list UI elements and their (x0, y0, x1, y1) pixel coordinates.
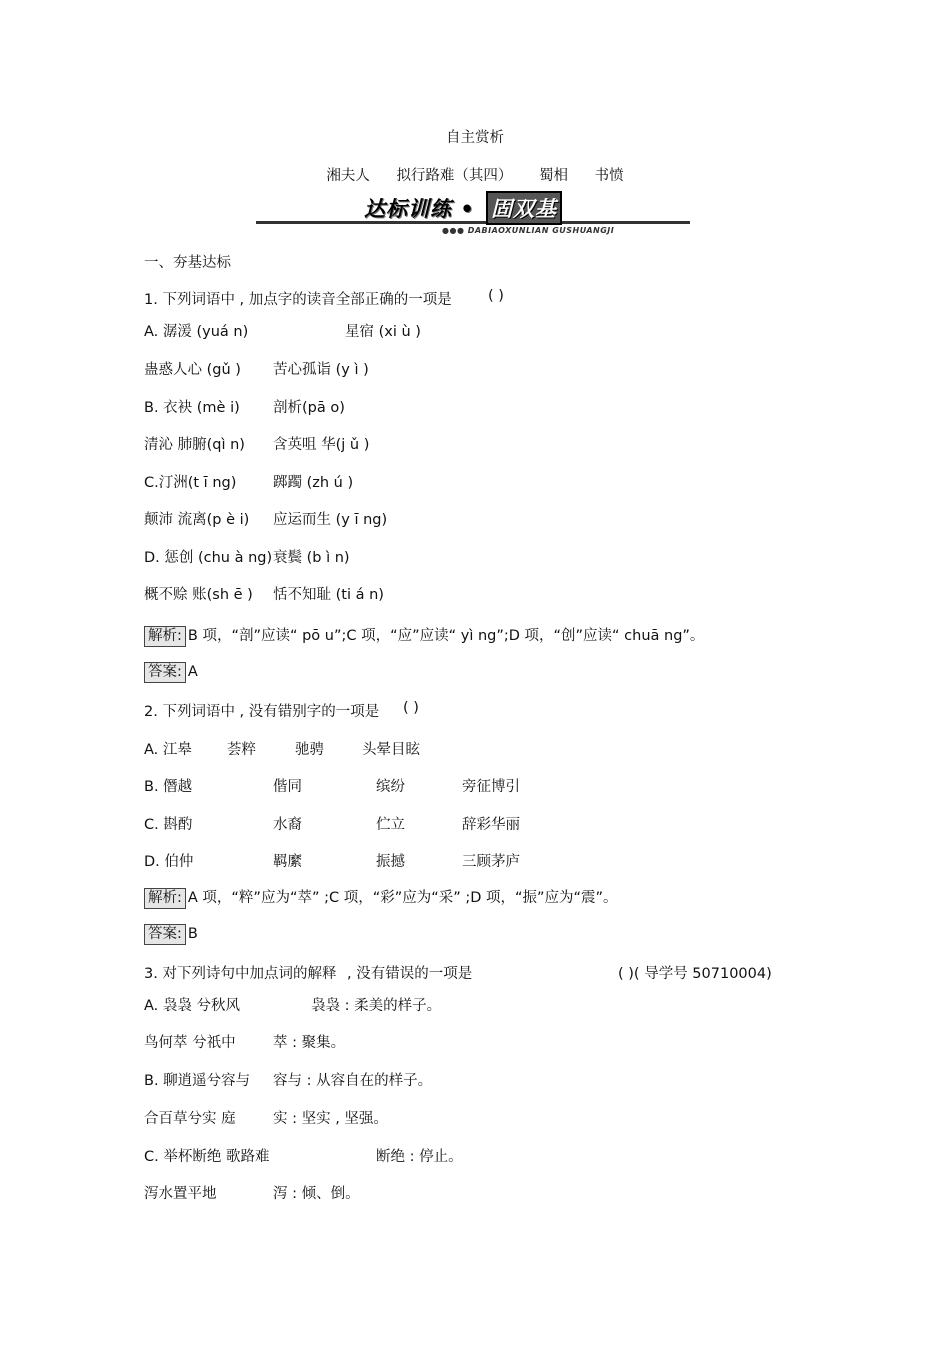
banner-main: 达标训练 (364, 197, 452, 221)
section-heading: 一、夯基达标 (144, 255, 231, 271)
q2-option-c-1: C. 斟酌 (144, 817, 193, 833)
q2-option-b-2: 偕同 (273, 779, 302, 795)
q1-option-a4: 苦心孤诣 (y ì ) (273, 362, 369, 378)
q3-option-a2: 袅袅 : 柔美的样子。 (311, 998, 442, 1014)
q2-option-d-2: 羁縻 (273, 854, 302, 870)
q1-option-a3: 蛊惑人心 (gǔ ) (144, 362, 241, 378)
q3-option-c2: 断绝 : 停止。 (376, 1149, 463, 1165)
banner-sep: • (460, 197, 475, 221)
q2-option-b-4: 旁征博引 (462, 779, 520, 795)
q1-option-b3: 清沁 肺腑(qì n) (144, 437, 245, 453)
poem-title-3: 蜀相 (539, 168, 569, 184)
q2-option-c-2: 水裔 (273, 817, 302, 833)
q1-option-b2: 剖析(pā o) (273, 400, 345, 416)
q3-option-c3: 泻水置平地 (144, 1186, 217, 1202)
q3-option-b3: 合百草兮实 庭 (144, 1111, 236, 1127)
q3-option-a3: 鸟何萃 兮祇中 (144, 1035, 236, 1051)
q3-answer-paren: ( )( 导学号 50710004) (618, 966, 772, 982)
q2-option-d-1: D. 伯仲 (144, 854, 194, 870)
q2-option-a-2: 荟粹 (227, 742, 256, 758)
q2-option-b-1: B. 僭越 (144, 779, 193, 795)
analysis-label: 解析: (144, 626, 186, 647)
q1-option-a1: A. 潺湲 (yuá n) (144, 324, 249, 340)
q1-option-b1: B. 衣袂 (mè i) (144, 400, 240, 416)
answer-label: 答案: (144, 924, 186, 945)
answer-text: B (187, 926, 198, 942)
analysis-text: B 项，“剖”应读“ pō u”;C 项，“应”应读“ yì ng”;D 项，“创”应读“ chuā ng”。 (187, 628, 705, 644)
q2-answer-paren: ( ) (403, 700, 419, 716)
q3-option-b2: 容与 : 从容自在的样子。 (273, 1073, 433, 1089)
answer-text: A (187, 664, 198, 680)
q1-answer (144, 662, 198, 683)
q2-option-c-4: 辞彩华丽 (462, 817, 520, 833)
q2-stem: 2. 下列词语中 , 没有错别字的一项是 (144, 704, 380, 720)
poem-title-1: 湘夫人 (326, 168, 370, 184)
q2-answer (144, 924, 198, 945)
q1-option-c1: C.汀洲(t ī ng) (144, 475, 237, 491)
poem-title-4: 书愤 (594, 168, 624, 184)
q3-option-c4: 泻 : 倾、倒。 (273, 1186, 360, 1202)
q1-option-c4: 应运而生 (y ī ng) (273, 512, 388, 528)
q2-option-a-3: 驰骋 (295, 742, 324, 758)
q1-answer-paren: ( ) (488, 288, 504, 304)
q1-stem: 1. 下列词语中 , 加点字的读音全部正确的一项是 (144, 292, 452, 308)
section-banner (256, 191, 690, 237)
q1-option-a2: 星宿 (xi ù ) (345, 324, 421, 340)
q1-option-d4: 恬不知耻 (ti á n) (273, 587, 384, 603)
banner-box: 固双基 (486, 191, 562, 225)
q1-option-d3: 概不赊 账(sh ē ) (144, 587, 253, 603)
q2-analysis (144, 886, 618, 909)
q2-option-d-3: 振撼 (376, 854, 405, 870)
banner-subtitle: ●●● DABIAOXUNLIAN GUSHUANGJI (442, 226, 615, 235)
q3-option-a1: A. 袅袅 兮秋风 (144, 998, 240, 1014)
q3-option-b1: B. 聊逍遥兮容与 (144, 1073, 251, 1089)
q3-stem: 3. 对下列诗句中加点词的解释 (144, 966, 337, 982)
q2-option-a-4: 头晕目眩 (362, 742, 420, 758)
q1-option-c2: 踯躅 (zh ú ) (273, 475, 354, 491)
answer-label: 答案: (144, 662, 186, 683)
q1-option-b4: 含英咀 华(j ǔ ) (273, 437, 370, 453)
analysis-label: 解析: (144, 888, 186, 909)
banner-heading (364, 191, 562, 225)
page-title: 自主赏析 (446, 130, 504, 146)
q1-option-c3: 颠沛 流离(p è i) (144, 512, 250, 528)
q3-option-a4: 萃 : 聚集。 (273, 1035, 346, 1051)
analysis-text: A 项，“粹”应为“萃” ;C 项，“彩”应为“采” ;D 项，“振”应为“震”。 (187, 890, 618, 906)
q3-option-c1: C. 举杯断绝 歌路难 (144, 1149, 270, 1165)
poem-titles (0, 164, 950, 185)
q2-option-a-1: A. 江皋 (144, 742, 192, 758)
q1-analysis (144, 624, 704, 647)
q1-option-d2: 衰鬓 (b ì n) (273, 550, 350, 566)
q3-option-b4: 实 : 坚实 , 坚强。 (273, 1111, 388, 1127)
q2-option-c-3: 伫立 (376, 817, 405, 833)
poem-title-2: 拟行路难（其四） (396, 168, 513, 184)
q3-stem-2: , 没有错误的一项是 (347, 966, 473, 982)
q1-option-d1: D. 惩创 (chu à ng) (144, 550, 273, 566)
q2-option-b-3: 缤纷 (376, 779, 405, 795)
q2-option-d-4: 三顾茅庐 (462, 854, 520, 870)
